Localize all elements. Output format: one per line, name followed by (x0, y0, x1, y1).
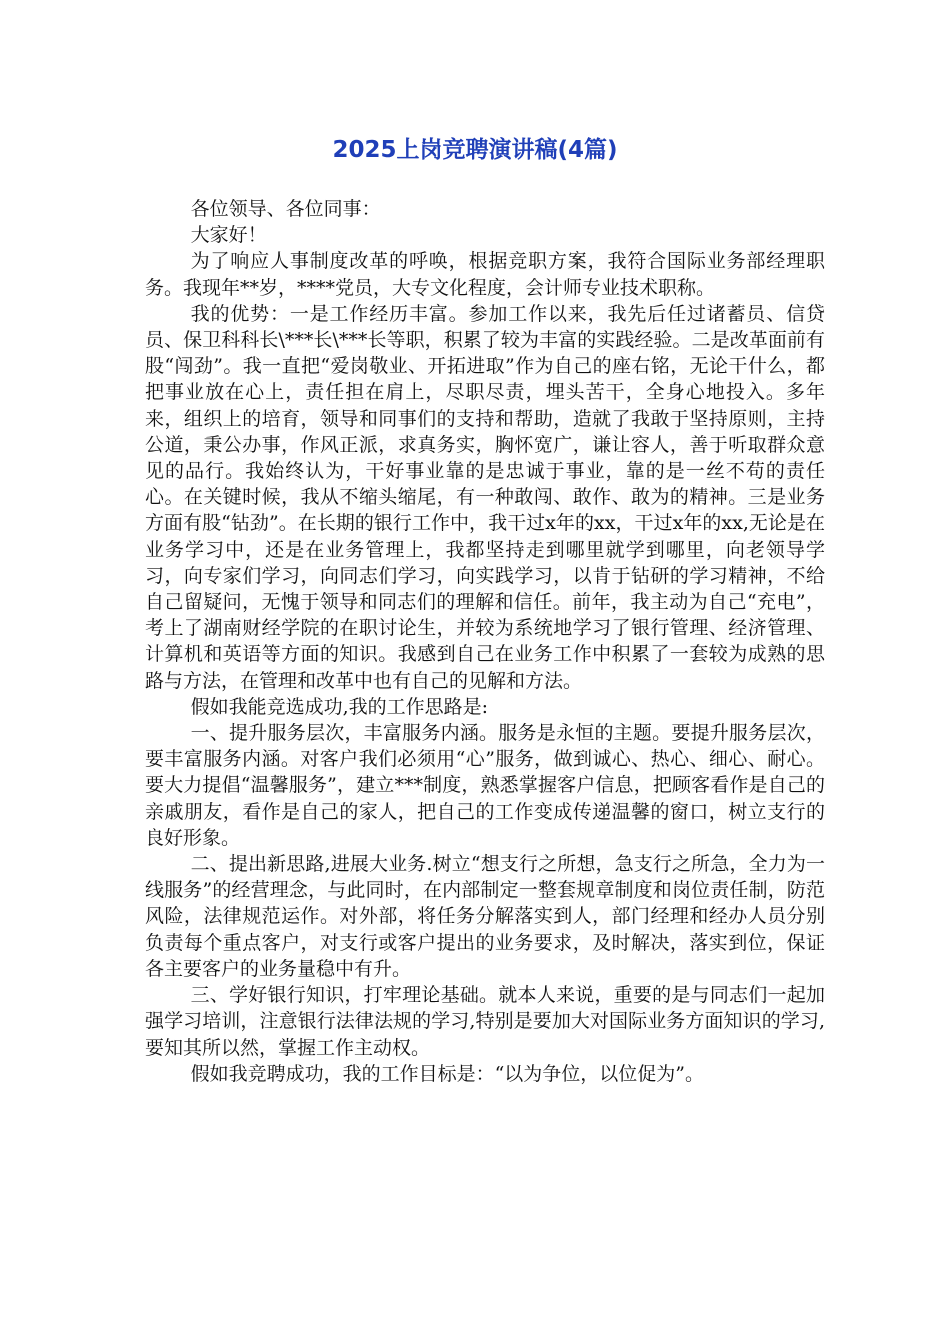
salutation: 各位领导、各位同事： (190, 198, 381, 220)
paragraph-advantages: 我的优势：一是工作经历丰富。参加工作以来，我先后任过诸蓄员、信贷员、保卫科科长\***长\***长等职，积累了较为丰富的实践经验。二是改革面前有股“闯劲”。我一直把“爱岗敬业、开拓进取”作为自己的座右铭，无论干什么，都把事业放在心上，责任担在肩上，尽职尽责，埋头苦干，全身心地投入。多年来，组织上的培育，领导和同事们的支持和帮助，造就了我敢于坚持原则，主持公道，秉公办事，作风正派，求真务实，胸怀宽广，谦让容人，善于听取群众意见的品行。我始终认为，干好事业靠的是忠诚于事业，靠的是一丝不苟的责任心。在关键时候，我从不缩头缩尾，有一种敢闯、敢作、敢为的精神。三是业务方面有股“钻劲”。在长期的银行工作中，我干过x年的xx，干过x年的xx,无论是在业务学习中，还是在业务管理上，我都坚持走到哪里就学到哪里，向老领导学习，向专家们学习，向同志们学习，向实践学习，以肯于钻研的学习精神，不给自己留疑问，无愧于领导和同志们的理解和信任。前年，我主动为自己“充电”，考上了湖南财经学院的在职讨论生，并较为系统地学习了银行管理、经济管理、计算机和英语等方面的知识。我感到自己在业务工作中积累了一套较为成熟的思路与方法，在管理和改革中也有自己的见解和方法。 (145, 302, 825, 692)
paragraph-intro: 为了响应人事制度改革的呼唤，根据竞职方案，我符合国际业务部经理职务。我现年**岁，****党员，大专文化程度，会计师专业技术职称。 (145, 250, 825, 299)
greeting: 大家好！ (190, 224, 267, 247)
paragraph-plan-two: 二、提出新思路,进展大业务.树立“想支行之所想，急支行之所急，全力为一线服务”的经营理念，与此同时，在内部制定一整套规章制度和岗位责任制，防范风险，法律规范运作。对外部，将任务分解落实到人，部门经理和经办人员分别负责每个重点客户，对支行或客户提出的业务要求，及时解决，落实到位，保证各主要客户的业务量稳中有升。 (145, 853, 825, 980)
document-body (145, 196, 825, 1087)
paragraph-goal: 假如我竞聘成功，我的工作目标是：“以为争位，以位促为”。 (190, 1062, 705, 1085)
paragraph-work-plan-heading: 假如我能竞选成功,我的工作思路是: (190, 695, 489, 718)
paragraph-plan-one: 一、提升服务层次，丰富服务内涵。服务是永恒的主题。要提升服务层次，要丰富服务内涵。对客户我们必须用“心”服务，做到诚心、热心、细心、耐心。要大力提倡“温馨服务”，建立***制度，熟悉掌握客户信息，把顾客看作是自己的亲戚朋友，看作是自己的家人，把自己的工作变成传递温馨的窗口，树立支行的良好形象。 (145, 722, 825, 849)
document-title: 2025上岗竞聘演讲稿(4篇) (332, 137, 618, 163)
paragraph-plan-three: 三、学好银行知识，打牢理论基础。就本人来说，重要的是与同志们一起加强学习培训，注意银行法律法规的学习,特别是要加大对国际业务方面知识的学习,要知其所以然，掌握工作主动权。 (145, 984, 825, 1059)
